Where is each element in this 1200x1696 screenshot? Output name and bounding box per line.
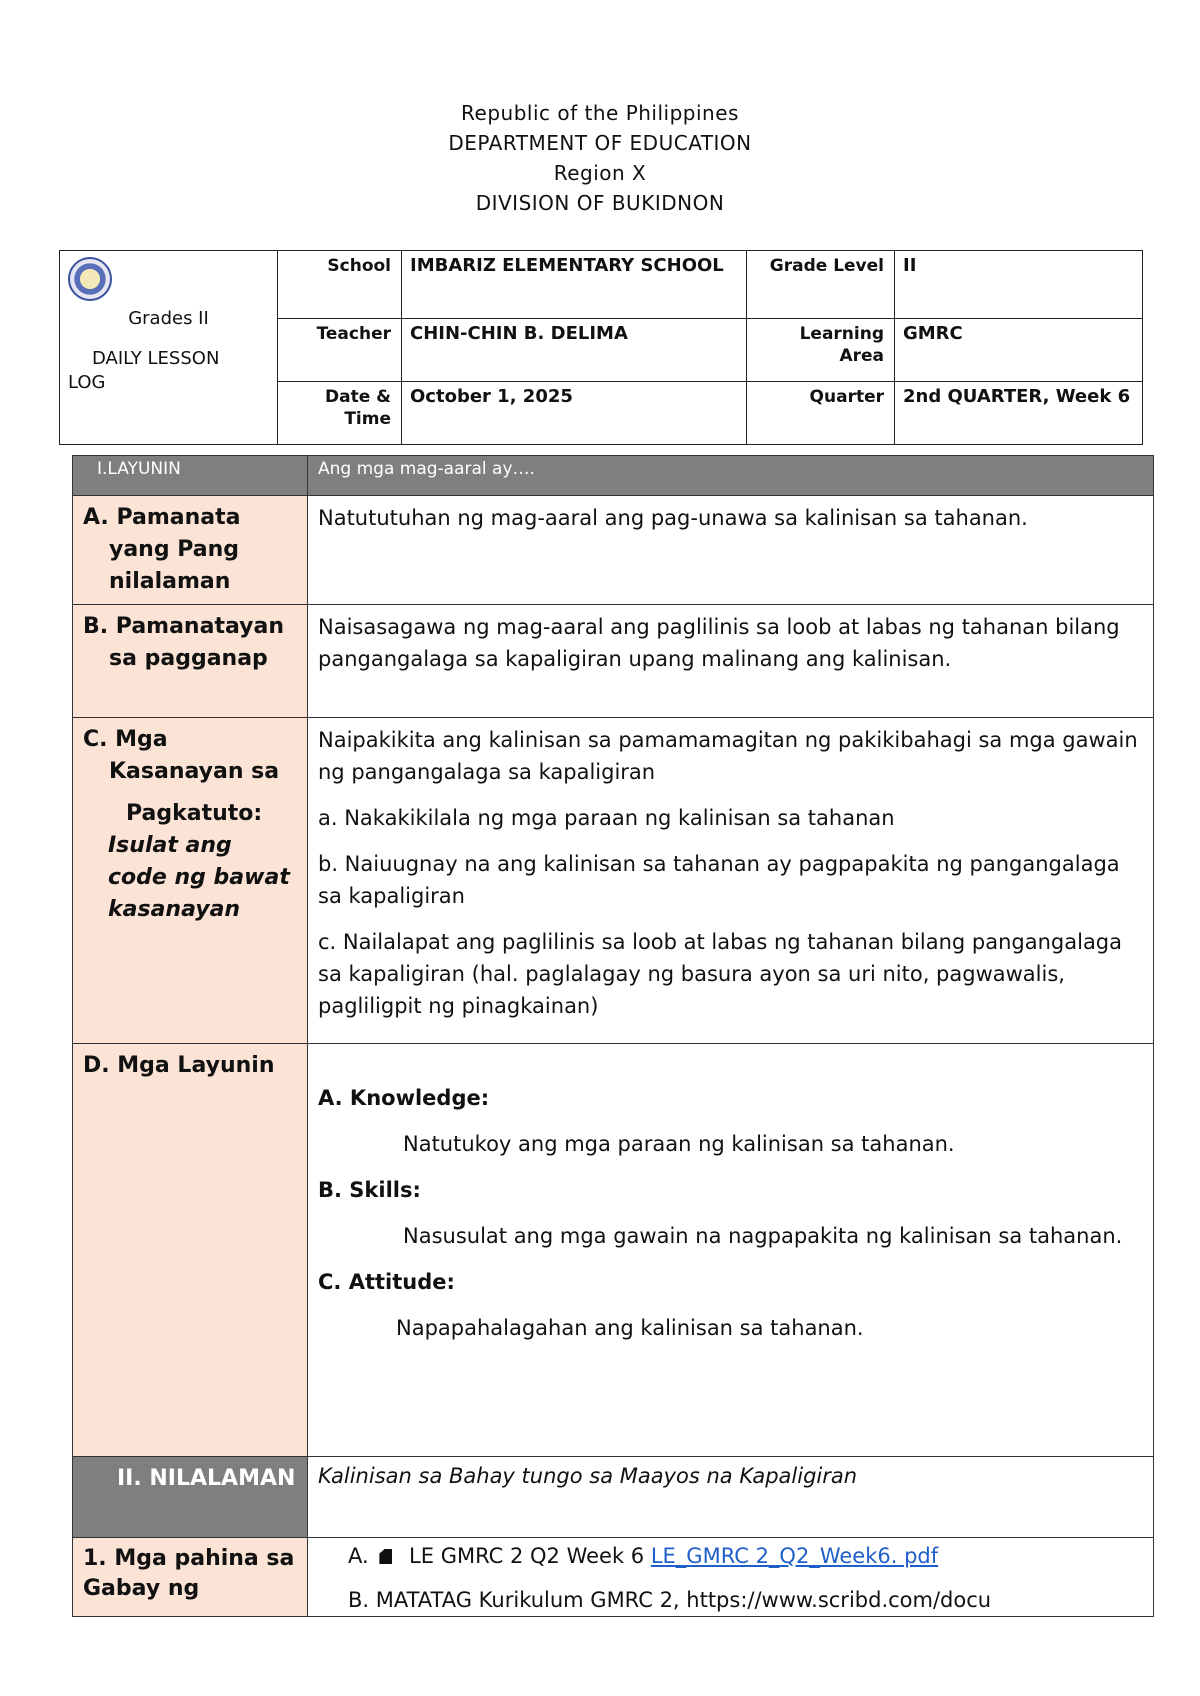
dll-label: DAILY LESSON xyxy=(92,348,220,369)
layunin-intro: Ang mga mag-aaral ay…. xyxy=(308,456,1154,496)
reference-a xyxy=(348,1540,1143,1572)
row-c-label-3: Isulat ang code ng bawat kasanayan xyxy=(108,833,290,922)
nilalaman-label: II. NILALAMAN xyxy=(73,1457,308,1538)
reference-a-text: LE GMRC 2 Q2 Week 6 xyxy=(409,1544,645,1568)
row-b-text: Naisasagawa ng mag-aaral ang paglilinis sa loob at labas ng tahanan bilang pangangalaga sa kapaligiran upang malinang ang kalinisan. xyxy=(308,605,1154,718)
school-label: School xyxy=(278,251,402,319)
document-icon xyxy=(379,1549,392,1564)
quarter-value: 2nd QUARTER, Week 6 xyxy=(895,382,1143,445)
deped-seal-icon xyxy=(68,257,112,301)
layunin-row xyxy=(73,456,1154,496)
row-c-label-2: Pagkatuto: xyxy=(126,801,263,826)
teacher-value: CHIN-CHIN B. DELIMA xyxy=(402,319,747,382)
row-d-label: D. Mga Layunin xyxy=(73,1044,308,1457)
nilalaman-row xyxy=(73,1457,1154,1538)
row-c-text-2: a. Nakakikilala ng mga paraan ng kalinisan sa tahanan xyxy=(318,806,895,830)
grades-label: Grades II xyxy=(128,308,209,329)
reference-a-link[interactable]: LE_GMRC 2_Q2_Week6. pdf xyxy=(650,1544,939,1568)
row-a-text: Natututuhan ng mag-aaral ang pag-unawa sa kalinisan sa tahanan. xyxy=(308,496,1154,605)
learning-area-value: GMRC xyxy=(895,319,1143,382)
sanggunian-label: 1. Mga pahina sa Gabay ng xyxy=(73,1538,308,1617)
date-value: October 1, 2025 xyxy=(402,382,747,445)
republic-line: Republic of the Philippines xyxy=(461,101,739,125)
row-b-label: B. Pamanatayan sa pagganap xyxy=(83,614,284,671)
row-d xyxy=(73,1044,1154,1457)
row-c xyxy=(73,718,1154,1044)
dll-label-2: LOG xyxy=(68,372,106,393)
row-a-label: A. Pamanata yang Pang nilalaman xyxy=(83,505,241,594)
learning-area-label: Learning Area xyxy=(747,319,895,382)
department-line: DEPARTMENT OF EDUCATION xyxy=(448,131,752,155)
reference-a-prefix: A. xyxy=(348,1544,369,1568)
skills-text: Nasusulat ang mga gawain na nagpapakita ng kalinisan sa tahanan. xyxy=(403,1224,1123,1248)
division-line: DIVISION OF BUKIDNON xyxy=(475,191,725,215)
row-a xyxy=(73,496,1154,605)
skills-heading: B. Skills: xyxy=(318,1178,421,1202)
layunin-label: I.LAYUNIN xyxy=(73,456,308,496)
grade-level-value: II xyxy=(895,251,1143,319)
header-table xyxy=(59,250,1143,445)
region-line: Region X xyxy=(553,161,647,185)
sanggunian-row xyxy=(73,1538,1154,1617)
row-c-text-1: Naipakikita ang kalinisan sa pamamamagitan ng pakikibahagi sa mga gawain ng pangangalaga sa kapaligiran xyxy=(318,728,1138,784)
knowledge-text: Natutukoy ang mga paraan ng kalinisan sa tahanan. xyxy=(403,1132,955,1156)
row-c-text-4: c. Nailalapat ang paglilinis sa loob at labas ng tahanan bilang pangangalaga sa kapaligiran (hal. paglalagay ng basura ayon sa uri nito, pagwawalis, pagliligpit ng pinagkainan) xyxy=(318,930,1123,1018)
teacher-label: Teacher xyxy=(278,319,402,382)
attitude-text: Napapahalagahan ang kalinisan sa tahanan. xyxy=(396,1316,864,1340)
row-b xyxy=(73,605,1154,718)
attitude-heading: C. Attitude: xyxy=(318,1270,455,1294)
quarter-label: Quarter xyxy=(747,382,895,445)
nilalaman-text: Kalinisan sa Bahay tungo sa Maayos na Kapaligiran xyxy=(308,1457,1154,1538)
lesson-table xyxy=(72,455,1154,1617)
brand-cell xyxy=(60,251,278,445)
school-value: IMBARIZ ELEMENTARY SCHOOL xyxy=(402,251,747,319)
letterhead xyxy=(0,98,1200,218)
reference-b: B. MATATAG Kurikulum GMRC 2, https://www.scribd.com/docu xyxy=(348,1588,992,1612)
knowledge-heading: A. Knowledge: xyxy=(318,1086,490,1110)
grade-level-label: Grade Level xyxy=(747,251,895,319)
date-label: Date & Time xyxy=(278,382,402,445)
row-c-label: C. Mga Kasanayan sa xyxy=(83,727,280,784)
row-c-text-3: b. Naiuugnay na ang kalinisan sa tahanan ay pagpapakita ng pangangalaga sa kapaligiran xyxy=(318,852,1120,908)
